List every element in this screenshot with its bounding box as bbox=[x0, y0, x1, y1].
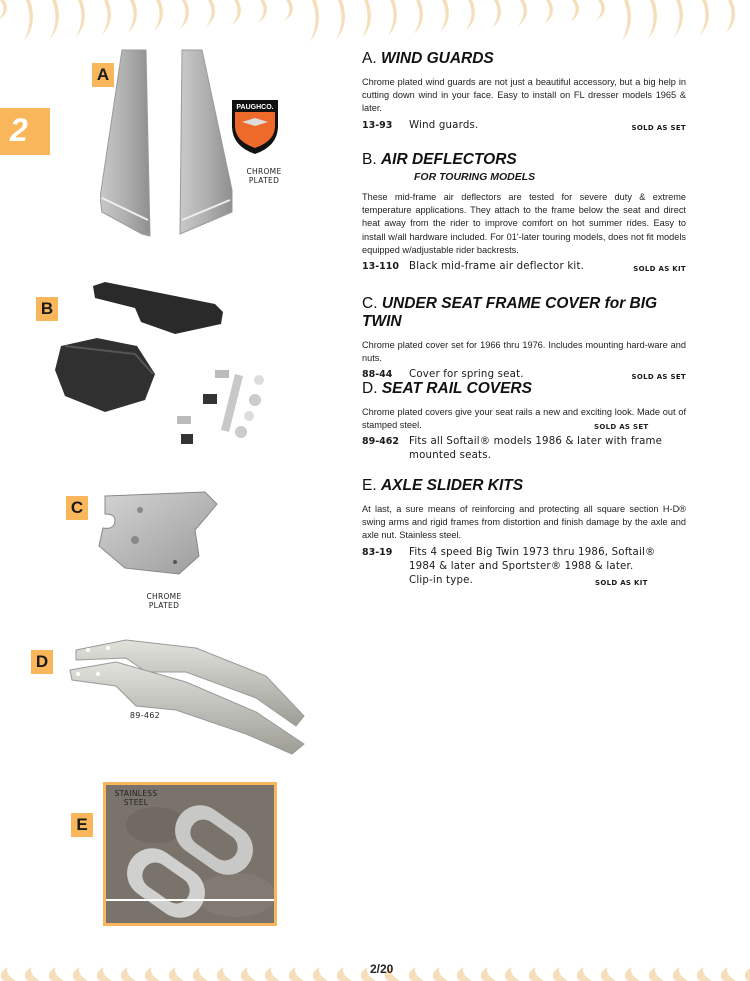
section-title bbox=[362, 380, 686, 398]
image-a-caption bbox=[240, 167, 288, 185]
flame-wisp bbox=[1, 967, 16, 981]
image-letter-a: A bbox=[92, 63, 114, 87]
section-letter: C. bbox=[362, 295, 378, 312]
flame-wisp bbox=[154, 0, 163, 31]
item-description-line: Fits 4 speed Big Twin 1973 thru 1986, Softail® bbox=[409, 546, 656, 558]
description-text: Chrome plated covers give your seat rails a new and exciting look. Made out of stamped steel. bbox=[362, 407, 686, 431]
image-d-caption: 89-462 bbox=[129, 711, 161, 720]
flame-wisp bbox=[596, 0, 605, 20]
flame-wisp bbox=[601, 967, 616, 981]
flame-wisp bbox=[625, 967, 640, 981]
flame-wisp bbox=[388, 0, 397, 36]
section-description: At last, a sure means of reinforcing and protecting all square section H-D® swing arms and rigid frames from distortion and finish damage by the axle and axle nut. Stainless steel. bbox=[362, 504, 686, 541]
image-letter-b: B bbox=[36, 297, 58, 321]
flame-wisp bbox=[362, 0, 371, 38]
image-letter-d: D bbox=[31, 650, 53, 674]
section-description: Chrome plated wind guards are not just a beautiful accessory, but a big help in cutting down wind in your face. Easy to install on FL dresser models 1965 & later. bbox=[362, 77, 686, 114]
part-number: 13-110 bbox=[362, 261, 399, 273]
caption-line: PLATED bbox=[248, 176, 280, 185]
item-description-line: 1984 & later and Sportster® 1988 & later. bbox=[409, 560, 634, 572]
flame-wisp bbox=[73, 967, 88, 981]
item-description bbox=[409, 546, 686, 588]
section-description: These mid-frame air deflectors are tested for severe duty & extreme temperature applications. They attach to the frame below the seat and direct heat away from the rider to improve comfort on hot summer rides. Easy to install w/all hardware included. For 01'-later touring models, does not fit models equipped w/adjustable rider backrests. bbox=[362, 192, 686, 255]
flame-wisp bbox=[529, 967, 544, 981]
flame-wisp bbox=[492, 0, 501, 28]
flame-wisp bbox=[313, 967, 328, 981]
image-letter-e: E bbox=[71, 813, 93, 837]
logo-text: PAUGHCO. bbox=[236, 104, 274, 111]
flame-wisp bbox=[97, 967, 112, 981]
flame-wisp bbox=[241, 967, 256, 981]
section-name: UNDER SEAT FRAME COVER for BIG TWIN bbox=[362, 295, 658, 330]
section-title bbox=[362, 151, 686, 169]
item-description: Cover for spring seat. bbox=[409, 369, 524, 381]
product-line bbox=[362, 119, 686, 133]
axle-slider-image bbox=[103, 782, 277, 926]
flame-border-top bbox=[0, 0, 750, 46]
seat-frame-cover-image bbox=[95, 490, 230, 580]
flame-wisp bbox=[258, 0, 267, 23]
flame-wisp bbox=[649, 967, 664, 981]
sold-as-label: SOLD AS SET bbox=[594, 423, 649, 432]
flame-wisp bbox=[673, 967, 688, 981]
flame-wisp bbox=[544, 0, 553, 24]
flame-wisp bbox=[232, 0, 241, 25]
image-letter-c: C bbox=[66, 496, 88, 520]
flame-wisp bbox=[169, 967, 184, 981]
item-description: Wind guards. bbox=[409, 119, 479, 131]
section-name: AIR DEFLECTORS bbox=[380, 151, 517, 168]
flame-wisp bbox=[648, 0, 657, 39]
flame-wisp bbox=[180, 0, 189, 29]
flame-wisp bbox=[553, 967, 568, 981]
flame-wisp bbox=[440, 0, 449, 32]
flame-wisp bbox=[102, 0, 111, 35]
item-description: Black mid-frame air deflector kit. bbox=[409, 261, 585, 273]
flame-wisp bbox=[433, 967, 448, 981]
flame-wisp bbox=[700, 0, 709, 35]
flame-wisp bbox=[481, 967, 496, 981]
part-number: 13-93 bbox=[362, 119, 393, 131]
flame-wisp bbox=[457, 967, 472, 981]
item-description-line-wrap bbox=[409, 574, 686, 588]
section-description: Chrome plated cover set for 1966 thru 1976. Includes mounting hard-ware and nuts. bbox=[362, 340, 686, 364]
sold-as-label: SOLD AS SET bbox=[631, 373, 686, 382]
flame-wisp bbox=[310, 0, 319, 42]
caption-line: STAINLESS bbox=[114, 789, 158, 798]
air-deflector-kit-image bbox=[45, 276, 305, 456]
section-letter: D. bbox=[362, 380, 378, 397]
section-description bbox=[362, 406, 686, 432]
flame-wisp bbox=[745, 967, 750, 981]
product-line bbox=[362, 435, 686, 463]
section-subtitle: FOR TOURING MODELS bbox=[414, 171, 536, 183]
section-seat-rail-covers bbox=[362, 380, 686, 463]
caption-line: STEEL bbox=[123, 798, 149, 807]
flame-wisp bbox=[25, 967, 40, 981]
item-description-line: Fits all Softail® models 1986 & later with frame bbox=[409, 436, 663, 448]
section-title bbox=[362, 477, 686, 495]
caption-line: CHROME bbox=[246, 167, 282, 176]
flame-wisp bbox=[518, 0, 527, 26]
product-line bbox=[362, 546, 686, 588]
caption-line: CHROME bbox=[146, 592, 182, 601]
flame-wisp bbox=[50, 0, 59, 39]
section-name: WIND GUARDS bbox=[380, 50, 494, 67]
section-title bbox=[362, 50, 686, 68]
item-description-line: Clip-in type. bbox=[409, 574, 474, 586]
chapter-tab bbox=[0, 108, 50, 155]
part-number: 89-462 bbox=[362, 436, 399, 448]
flame-wisp bbox=[289, 967, 304, 981]
sold-as-label: SOLD AS SET bbox=[631, 123, 686, 132]
section-name: AXLE SLIDER KITS bbox=[380, 477, 524, 494]
flame-wisp bbox=[674, 0, 683, 37]
flame-wisp bbox=[721, 967, 736, 981]
flame-wisp bbox=[726, 0, 735, 33]
seat-rail-covers-image bbox=[66, 636, 311, 758]
part-number: 83-19 bbox=[362, 546, 393, 558]
section-letter: B. bbox=[362, 151, 377, 168]
flame-wisp bbox=[284, 0, 293, 21]
flame-wisp bbox=[193, 967, 208, 981]
flame-wisp bbox=[121, 967, 136, 981]
section-wind-guards bbox=[362, 50, 686, 133]
sold-as-label: SOLD AS KIT bbox=[633, 265, 686, 274]
sold-as-label: SOLD AS KIT bbox=[595, 578, 648, 587]
item-description-line: mounted seats. bbox=[409, 450, 492, 462]
flame-wisp bbox=[337, 967, 352, 981]
flame-wisp bbox=[570, 0, 579, 22]
flame-wisp bbox=[622, 0, 631, 41]
flame-wisp bbox=[577, 967, 592, 981]
paughco-logo bbox=[228, 96, 282, 156]
flame-wisp bbox=[414, 0, 423, 34]
flame-pattern-icon bbox=[0, 0, 750, 46]
flame-wisp bbox=[49, 967, 64, 981]
caption-line: PLATED bbox=[148, 601, 180, 610]
image-e-caption bbox=[114, 789, 158, 807]
wind-guards-image bbox=[100, 48, 235, 238]
flame-wisp bbox=[128, 0, 137, 33]
flame-wisp bbox=[336, 0, 345, 40]
flame-wisp bbox=[24, 0, 33, 41]
flame-wisp bbox=[217, 967, 232, 981]
section-title bbox=[362, 295, 686, 331]
flame-wisp bbox=[0, 0, 7, 20]
part-number: 88-44 bbox=[362, 369, 393, 381]
section-under-seat-frame-cover bbox=[362, 295, 686, 382]
product-line bbox=[362, 260, 686, 274]
section-letter: E. bbox=[362, 477, 377, 494]
flame-wisp bbox=[697, 967, 712, 981]
flame-wisp bbox=[466, 0, 475, 30]
flame-wisp bbox=[76, 0, 85, 37]
image-c-caption bbox=[140, 592, 188, 610]
flame-wisp bbox=[206, 0, 215, 27]
section-axle-slider-kits bbox=[362, 477, 686, 588]
chapter-number: 2 bbox=[10, 112, 28, 148]
flame-wisp bbox=[145, 967, 160, 981]
item-description bbox=[409, 435, 686, 463]
flame-wisp bbox=[505, 967, 520, 981]
flame-wisp bbox=[409, 967, 424, 981]
section-name: SEAT RAIL COVERS bbox=[381, 380, 532, 397]
page-number: 2/20 bbox=[370, 962, 394, 976]
section-air-deflectors bbox=[362, 151, 686, 274]
flame-wisp bbox=[265, 967, 280, 981]
section-letter: A. bbox=[362, 50, 377, 67]
